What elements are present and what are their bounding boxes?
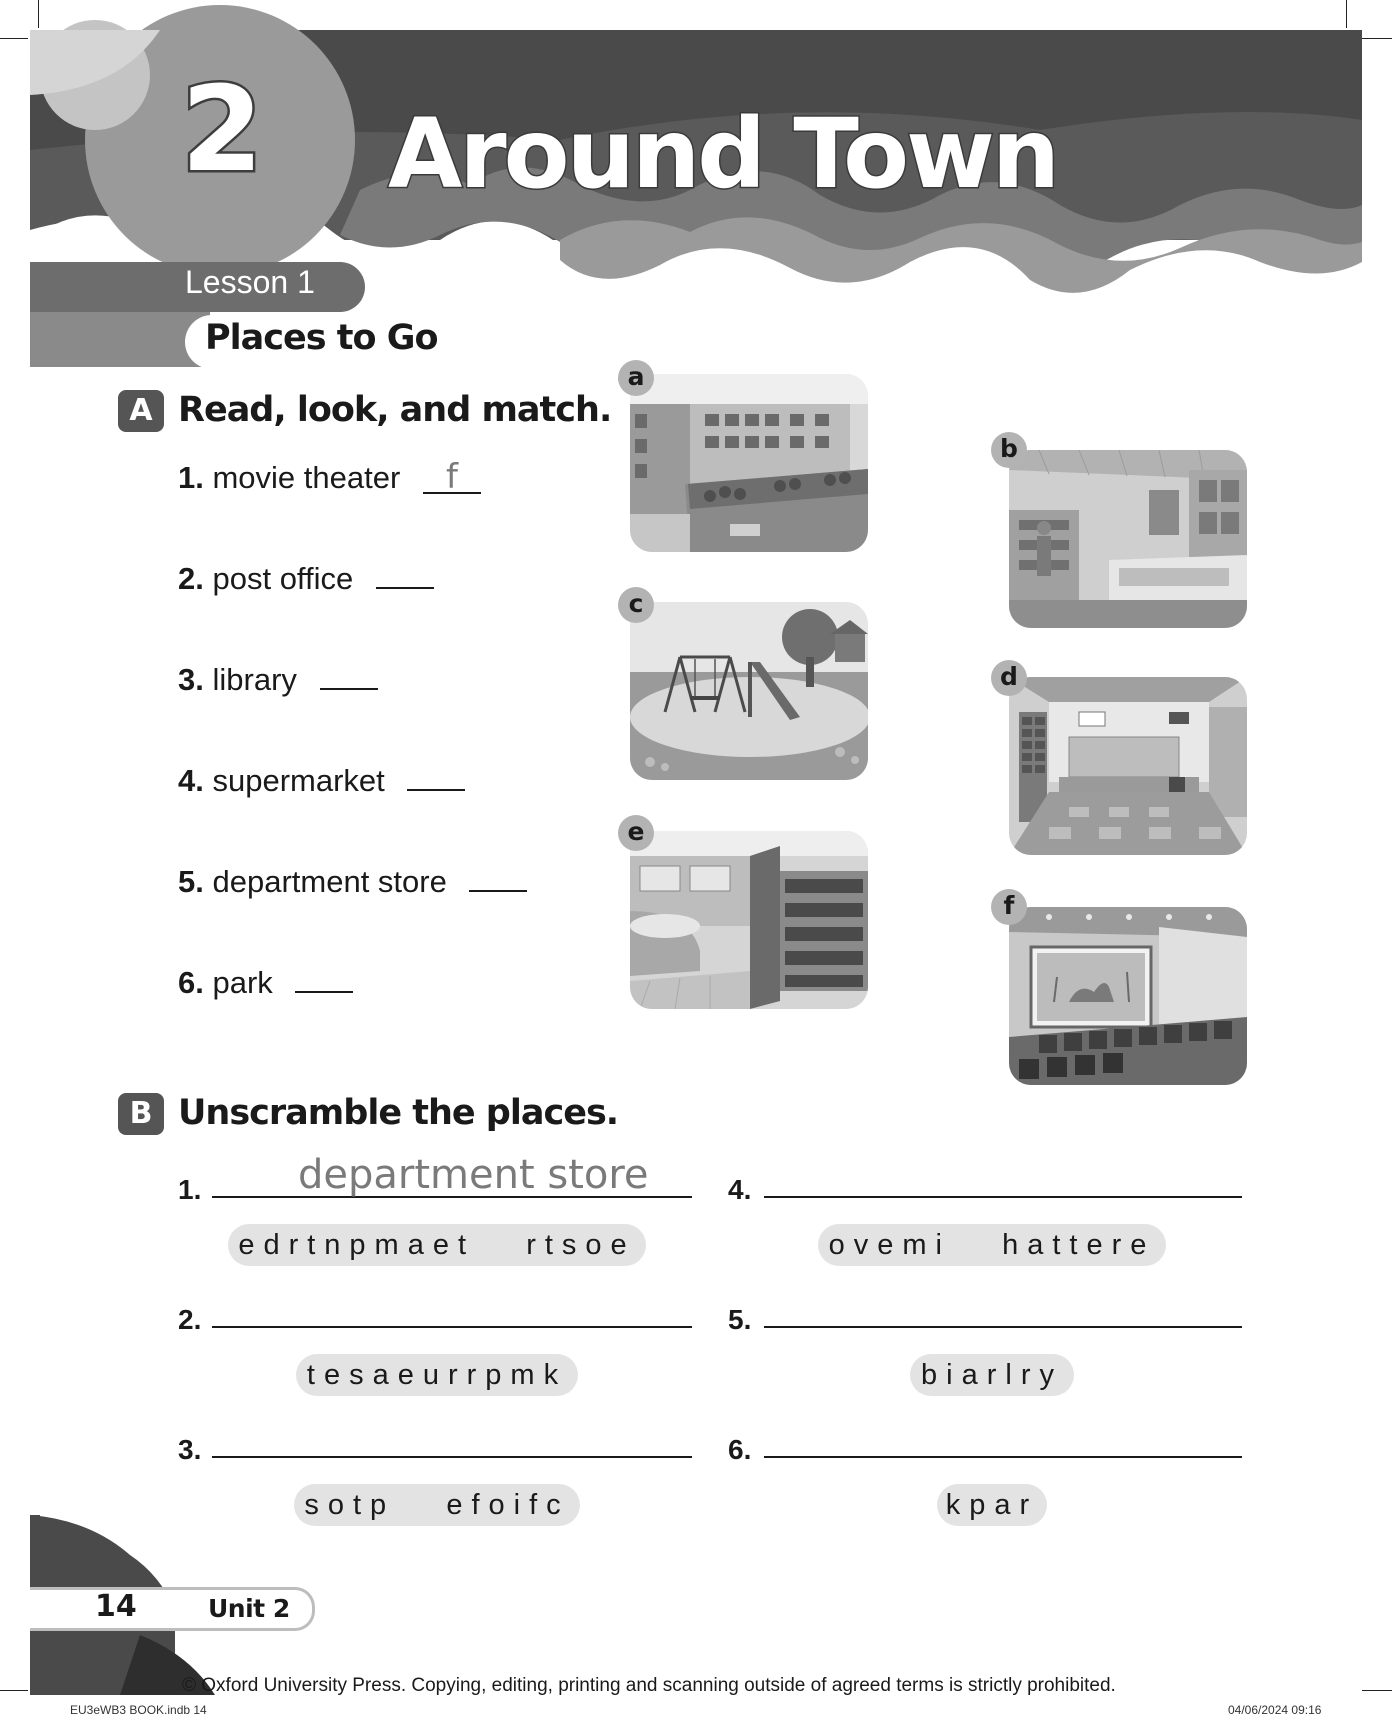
post-office-interior-illustration <box>1009 677 1247 855</box>
print-slug-date: 04/06/2024 09:16 <box>1228 1703 1322 1717</box>
picture-label-c: c <box>618 587 654 623</box>
crop-mark <box>1362 1690 1392 1691</box>
copyright-notice: © Oxford University Press. Copying, editing, printing and scanning outside of agreed terms is strictly prohibited. <box>182 1675 1116 1696</box>
scrambled-word: edrtnpmaet rtsoe <box>228 1224 646 1266</box>
match-item <box>178 763 465 799</box>
lesson-title: Places to Go <box>205 318 438 358</box>
item-number: 3. <box>178 1434 202 1465</box>
item-number: 6. <box>728 1434 752 1465</box>
unit-label: Unit 2 <box>208 1594 290 1623</box>
answer-blank[interactable] <box>320 662 378 690</box>
answer-blank[interactable] <box>295 965 353 993</box>
match-item <box>178 457 481 497</box>
item-text: park <box>212 965 273 1000</box>
item-number: 1. <box>178 1174 202 1205</box>
unit-title: Around Town <box>388 98 1058 210</box>
match-item <box>178 864 527 900</box>
item-number: 2. <box>178 1304 202 1335</box>
picture-label-a: a <box>618 360 654 396</box>
answer-blank[interactable] <box>376 561 434 589</box>
answer-line[interactable] <box>764 1456 1242 1458</box>
section-b-badge: B <box>118 1093 164 1135</box>
library-interior-illustration <box>630 831 868 1009</box>
print-slug-file: EU3eWB3 BOOK.indb 14 <box>70 1703 207 1717</box>
answer-blank[interactable] <box>469 864 527 892</box>
picture-label-d: d <box>991 660 1027 696</box>
item-number: 5. <box>728 1304 752 1335</box>
scrambled-word: sotp efoifc <box>294 1484 580 1526</box>
item-number: 6. <box>178 965 204 1000</box>
item-text: post office <box>212 561 354 596</box>
item-number: 2. <box>178 561 204 596</box>
department-store-interior-illustration <box>1009 450 1247 628</box>
item-text: supermarket <box>212 763 385 798</box>
match-item <box>178 662 378 698</box>
scrambled-word: biarlry <box>910 1354 1074 1396</box>
item-number: 1. <box>178 460 204 495</box>
scrambled-word: ovemi hattere <box>818 1224 1166 1266</box>
unit-number: 2 <box>180 60 260 198</box>
scrambled-word: tesaeurrpmk <box>296 1354 578 1396</box>
section-b-instruction: Unscramble the places. <box>178 1093 619 1133</box>
section-a-instruction: Read, look, and match. <box>178 390 612 430</box>
item-text: movie theater <box>212 460 401 495</box>
answer-blank[interactable]: f <box>423 466 481 494</box>
answer-line[interactable] <box>212 1326 692 1328</box>
match-item <box>178 965 353 1001</box>
answer-line[interactable] <box>212 1456 692 1458</box>
picture-label-e: e <box>618 815 654 851</box>
picture-label-b: b <box>991 432 1027 468</box>
item-number: 3. <box>178 662 204 697</box>
answer-text: department store <box>298 1152 649 1198</box>
answer-line[interactable] <box>764 1326 1242 1328</box>
item-text: department store <box>212 864 447 899</box>
section-a-badge: A <box>118 390 164 432</box>
movie-theater-illustration <box>1009 907 1247 1085</box>
scrambled-word: kpar <box>937 1484 1047 1526</box>
picture-label-f: f <box>991 889 1027 925</box>
item-text: library <box>212 662 297 697</box>
supermarket-aisle-illustration <box>630 374 868 552</box>
park-playground-illustration <box>630 602 868 780</box>
page-number: 14 <box>95 1589 137 1624</box>
lesson-label: Lesson 1 <box>185 264 315 300</box>
match-item <box>178 561 434 597</box>
answer-blank[interactable] <box>407 763 465 791</box>
answer-line[interactable] <box>764 1196 1242 1198</box>
item-number: 4. <box>728 1174 752 1205</box>
item-number: 4. <box>178 763 204 798</box>
item-number: 5. <box>178 864 204 899</box>
